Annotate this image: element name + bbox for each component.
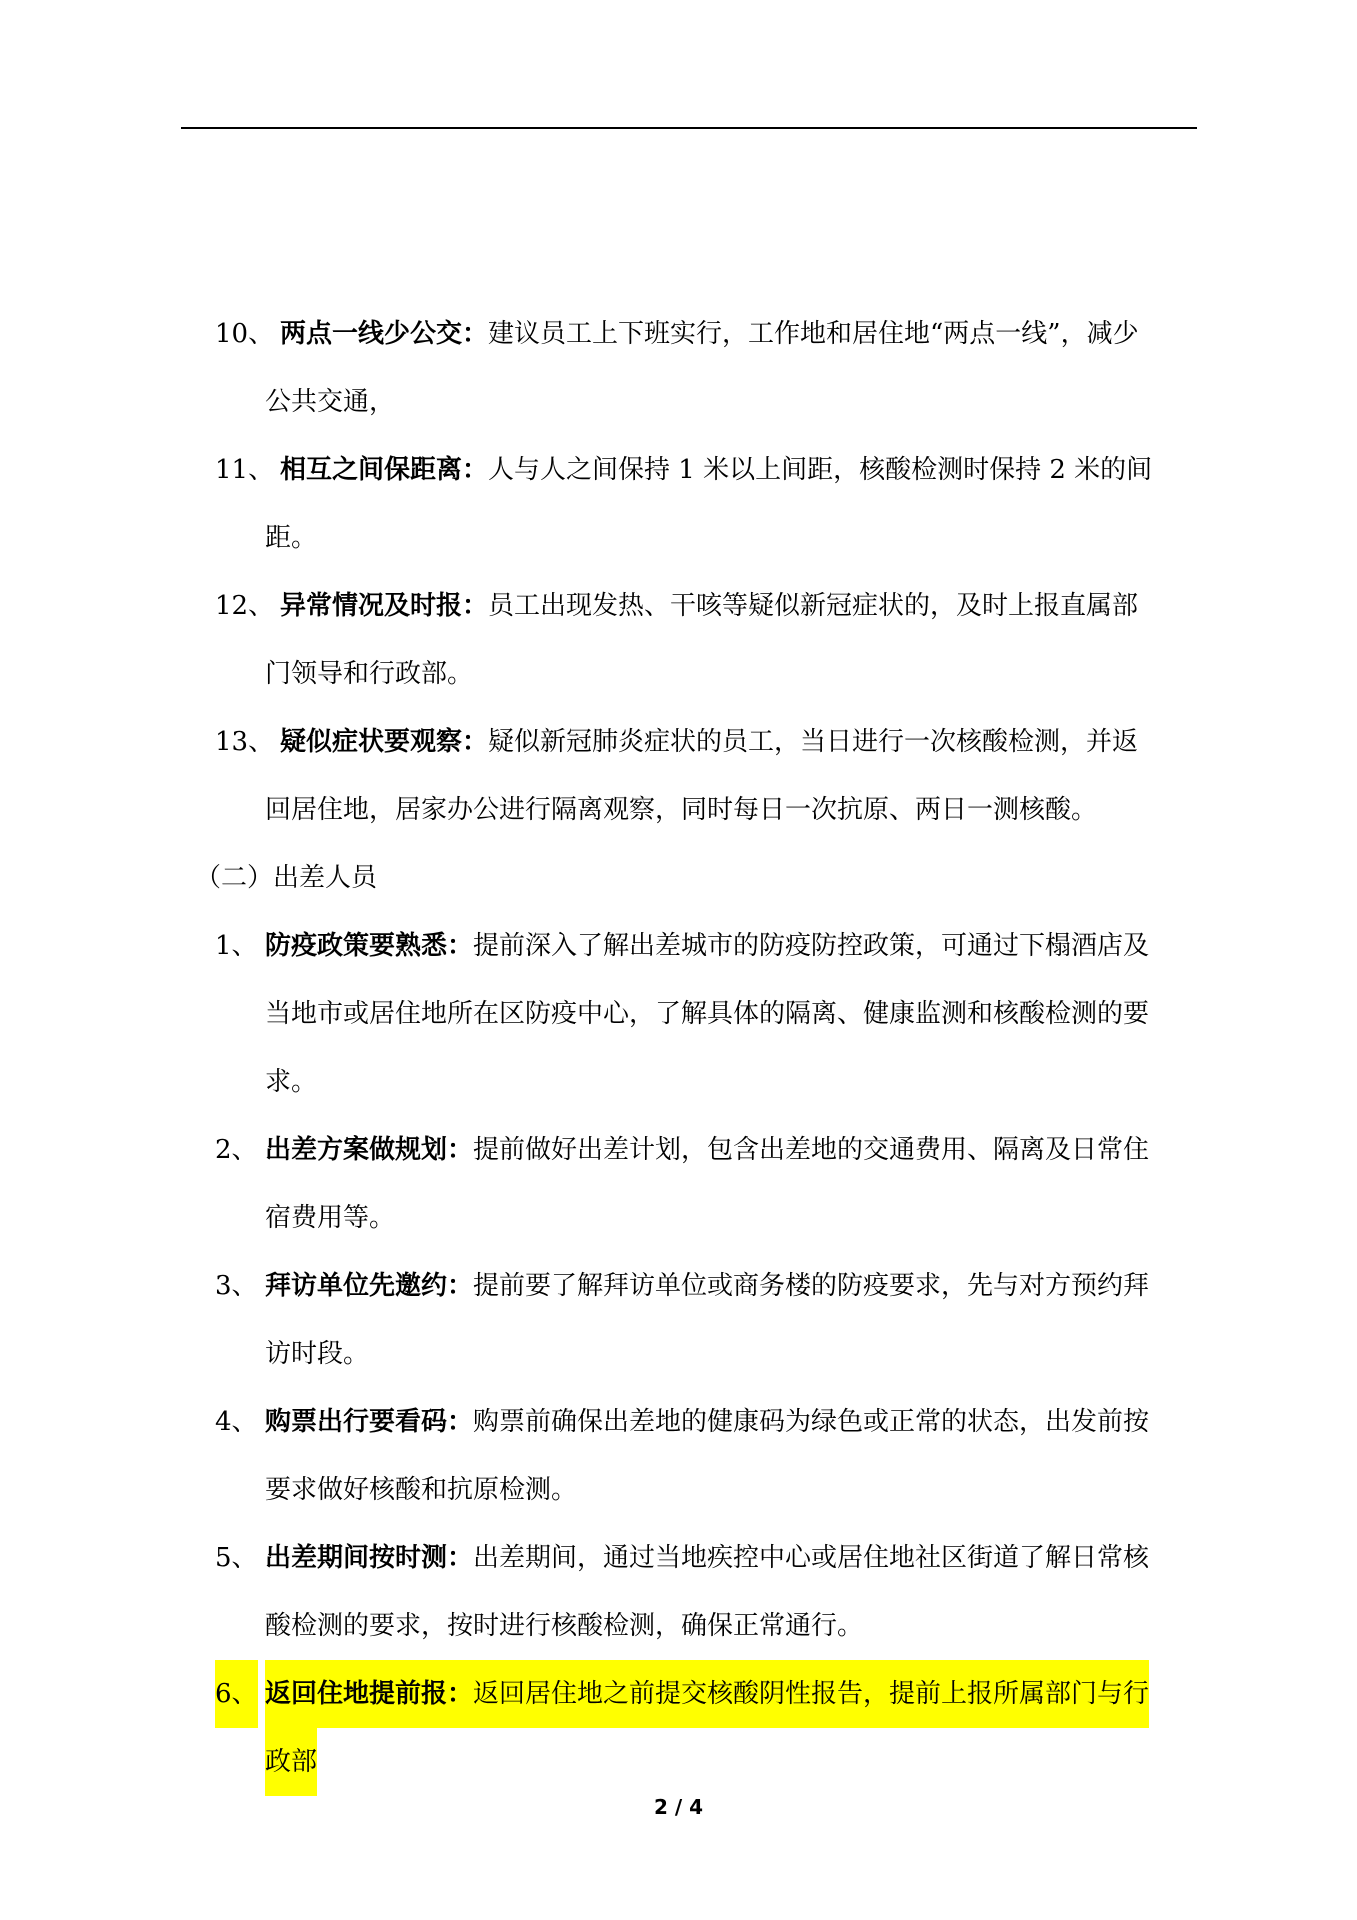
item-line-2: 公共交通，	[265, 387, 396, 417]
item-line-1	[280, 708, 1138, 776]
item-text: 提前深入了解出差城市的防疫防控政策，可通过下榻酒店及	[473, 931, 1150, 961]
list-item	[0, 1252, 1357, 1388]
item-line-1	[265, 1388, 1149, 1456]
item-text: 建议员工上下班实行，工作地和居住地“两点一线”，减少	[488, 319, 1139, 349]
page-number: 2 / 4	[653, 1795, 704, 1819]
item-number: 13、	[215, 727, 275, 757]
item-line-1	[265, 912, 1149, 980]
document-body	[0, 300, 1357, 1796]
list-item-highlighted	[0, 1660, 1357, 1796]
item-line-1	[265, 1116, 1149, 1184]
item-line-1	[280, 436, 1152, 504]
item-line-2: 酸检测的要求，按时进行核酸检测，确保正常通行。	[265, 1611, 864, 1641]
list-item	[0, 300, 1357, 436]
header-rule	[181, 127, 1197, 129]
item-line-1	[265, 1524, 1149, 1592]
item-number: 1、	[215, 931, 258, 961]
item-text: 人与人之间保持 1 米以上间距，核酸检测时保持 2 米的间	[488, 455, 1153, 485]
item-text: 返回居住地之前提交核酸阴性报告，提前上报所属部门与行	[473, 1679, 1150, 1709]
item-number: 11、	[215, 455, 275, 485]
item-text: 员工出现发热、干咳等疑似新冠症状的，及时上报直属部	[488, 591, 1139, 621]
item-number: 2、	[215, 1135, 258, 1165]
item-title: 返回住地提前报：	[265, 1679, 474, 1709]
item-number: 12、	[215, 591, 275, 621]
item-text: 购票前确保出差地的健康码为绿色或正常的状态，出发前按	[473, 1407, 1150, 1437]
item-line-2: 政部	[265, 1728, 317, 1796]
item-number: 5、	[215, 1543, 258, 1573]
item-line-2: 宿费用等。	[265, 1203, 396, 1233]
item-line-3: 求。	[265, 1067, 318, 1097]
item-line-2: 回居住地，居家办公进行隔离观察，同时每日一次抗原、两日一测核酸。	[265, 795, 1098, 825]
list-item	[0, 1116, 1357, 1252]
item-line-2: 当地市或居住地所在区防疫中心，了解具体的隔离、健康监测和核酸检测的要	[265, 999, 1150, 1029]
item-text: 疑似新冠肺炎症状的员工，当日进行一次核酸检测，并返	[488, 727, 1139, 757]
list-item	[0, 1524, 1357, 1660]
list-item	[0, 708, 1357, 844]
item-number: 10、	[215, 319, 275, 349]
item-title: 出差期间按时测：	[265, 1543, 474, 1573]
item-title: 异常情况及时报：	[280, 591, 489, 621]
section-heading-row	[0, 844, 1357, 912]
list-item	[0, 436, 1357, 572]
item-number: 4、	[215, 1407, 258, 1437]
item-line-1	[280, 300, 1139, 368]
item-title: 拜访单位先邀约：	[265, 1271, 474, 1301]
item-title: 相互之间保距离：	[280, 455, 489, 485]
item-line-1	[280, 572, 1138, 640]
item-line-1	[265, 1660, 1149, 1728]
item-title: 出差方案做规划：	[265, 1135, 474, 1165]
item-line-2: 要求做好核酸和抗原检测。	[265, 1475, 578, 1505]
item-line-2: 门领导和行政部。	[265, 659, 474, 689]
list-item	[0, 1388, 1357, 1524]
item-number: 3、	[215, 1271, 258, 1301]
section-heading: （二）出差人员	[195, 863, 378, 893]
item-title: 购票出行要看码：	[265, 1407, 474, 1437]
item-line-1	[265, 1252, 1149, 1320]
item-line-2: 距。	[265, 523, 318, 553]
item-line-2: 访时段。	[265, 1339, 370, 1369]
list-item	[0, 912, 1357, 1116]
item-number: 6、	[215, 1660, 258, 1728]
item-text: 出差期间，通过当地疾控中心或居住地社区街道了解日常核	[473, 1543, 1150, 1573]
item-title: 防疫政策要熟悉：	[265, 931, 474, 961]
item-text: 提前要了解拜访单位或商务楼的防疫要求，先与对方预约拜	[473, 1271, 1150, 1301]
list-item	[0, 572, 1357, 708]
item-title: 两点一线少公交：	[280, 319, 489, 349]
item-text: 提前做好出差计划，包含出差地的交通费用、隔离及日常住	[473, 1135, 1150, 1165]
item-title: 疑似症状要观察：	[280, 727, 489, 757]
